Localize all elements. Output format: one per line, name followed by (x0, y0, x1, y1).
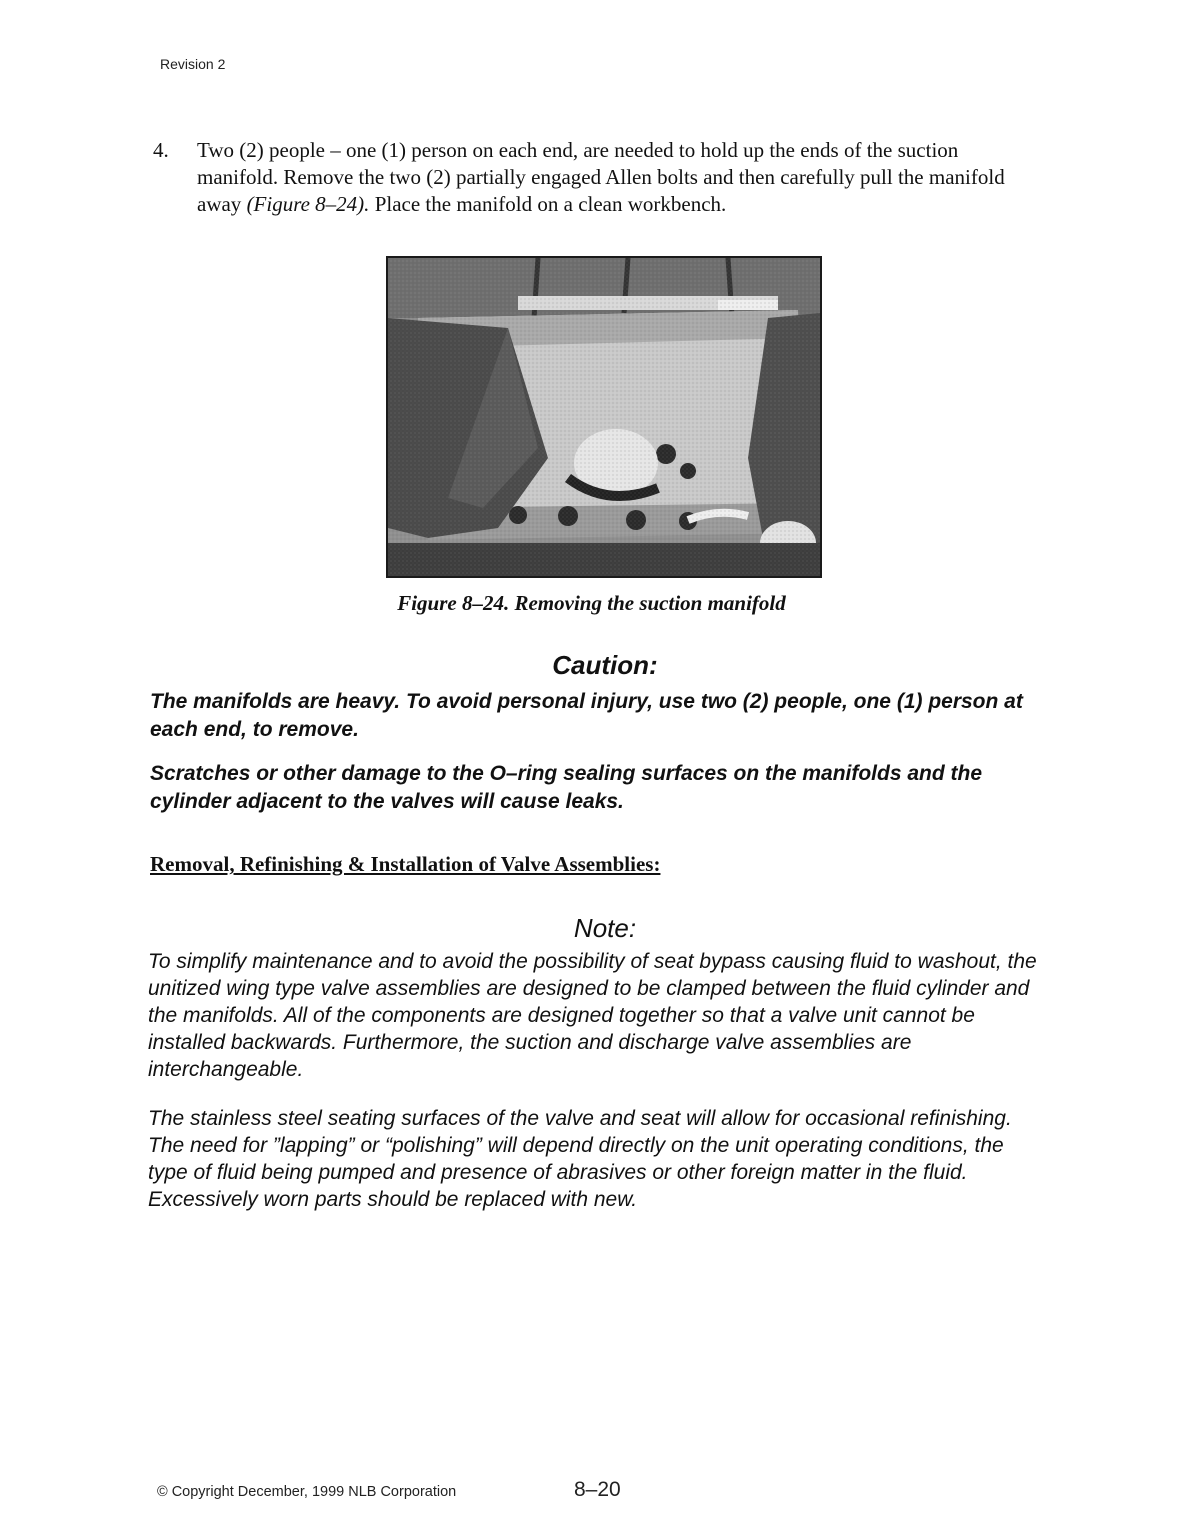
note-paragraph: To simplify maintenance and to avoid the possibility of seat bypass causing fluid to washout, the unitized wing type valve assemblies are designed to be clamped between the fluid cylinder and the manifolds. All of the components are designed together so that a valve unit cannot be installed backwards. Furthermore, the suction and discharge valve assemblies are interchangeable. (148, 950, 1037, 1081)
manifold-removal-photo (386, 256, 822, 578)
figure-reference: (Figure 8–24). (246, 192, 370, 216)
note-title: Note: (573, 913, 637, 943)
step-text-after: Place the manifold on a clean workbench. (369, 192, 727, 216)
figure-caption: Figure 8–24. Removing the suction manifold (397, 591, 786, 615)
step-text (197, 137, 1033, 218)
note-paragraph: The stainless steel seating surfaces of the valve and seat will allow for occasional refinishing. The need for ”lapping” or “polishing” will depend directly on the unit operating conditions, the type of fluid being pumped and presence of abrasives or other foreign matter in the fluid. Excessively worn parts should be replaced with new. (148, 1107, 1012, 1211)
step-text-before: Two (2) people – one (1) person on each end, are needed to hold up the ends of the suction manifold. Remove the two (2) partially engaged Allen bolts and then carefully pull the manifold away (197, 138, 1005, 216)
page-number: 8–20 (574, 1478, 621, 1501)
caution-paragraph: Scratches or other damage to the O–ring sealing surfaces on the manifolds and the cylinder adjacent to the valves will cause leaks. (150, 762, 983, 813)
caution-paragraph: The manifolds are heavy. To avoid personal injury, use two (2) people, one (1) person at each end, to remove. (150, 690, 1023, 741)
photo-illustration (388, 258, 820, 576)
footer-copyright: © Copyright December, 1999 NLB Corporation (157, 1484, 457, 1500)
step-4 (153, 137, 1033, 218)
section-heading: Removal, Refinishing & Installation of Valve Assemblies: (150, 852, 661, 876)
revision-label: Revision 2 (160, 56, 226, 72)
step-number: 4. (153, 138, 169, 162)
caution-title: Caution: (552, 650, 658, 680)
